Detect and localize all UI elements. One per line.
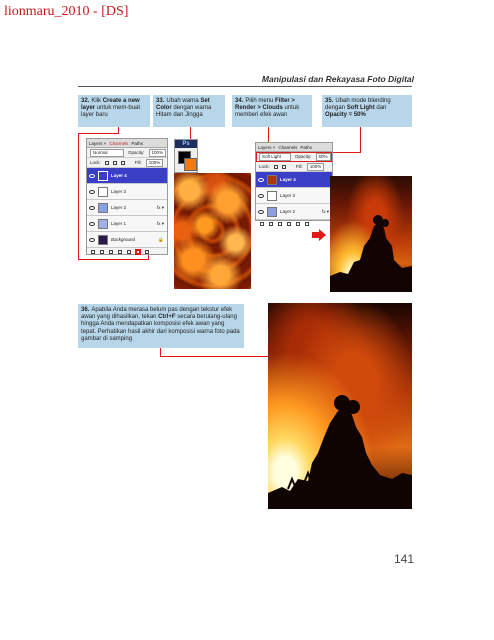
layer-row[interactable] xyxy=(87,216,167,232)
mask-icon[interactable] xyxy=(278,222,282,226)
layer-row[interactable] xyxy=(87,168,167,184)
connector-line xyxy=(78,133,119,134)
blend-mode-select[interactable]: Soft Light xyxy=(259,153,291,161)
layer-thumbnail xyxy=(98,235,108,245)
lock-bar xyxy=(256,162,332,172)
layer-thumbnail xyxy=(98,187,108,197)
result-photo-small xyxy=(330,176,412,292)
eye-icon[interactable] xyxy=(89,206,95,210)
step-34-box: 34. Pilih menu Filter > Render > Clouds untuk memberi efek awan xyxy=(232,95,312,127)
trash-icon[interactable] xyxy=(145,250,149,254)
opacity-field[interactable]: 50% xyxy=(316,153,331,161)
connector-line xyxy=(78,133,79,260)
blend-mode-select[interactable]: Normal xyxy=(90,149,124,157)
eye-icon[interactable] xyxy=(258,194,264,198)
lock-brush-icon[interactable] xyxy=(282,165,286,169)
tab-paths[interactable]: Paths xyxy=(300,144,312,150)
layer-thumbnail xyxy=(98,219,108,229)
fx-icon[interactable]: fx ▾ xyxy=(156,204,164,210)
layer-thumbnail xyxy=(267,191,277,201)
link-icon[interactable] xyxy=(91,250,95,254)
layer-thumbnail xyxy=(267,207,277,217)
layer-name: Layer 2 xyxy=(280,209,296,214)
adjustment-icon[interactable] xyxy=(287,222,291,226)
lock-label: Lock: xyxy=(90,160,101,165)
step-32-box: 32. Klik Create a new layer untuk mem-buat layer baru xyxy=(78,95,150,127)
clouds-render-image xyxy=(174,173,251,289)
layer-thumbnail xyxy=(98,203,108,213)
trash-icon[interactable] xyxy=(305,222,309,226)
panel-tabs xyxy=(256,143,332,152)
connector-line xyxy=(360,127,361,152)
layer-row[interactable] xyxy=(87,232,167,248)
layer-name: Layer 2 xyxy=(111,205,127,210)
eye-icon[interactable] xyxy=(89,174,95,178)
fill-field[interactable]: 100% xyxy=(307,163,325,171)
adjustment-icon[interactable] xyxy=(118,250,122,254)
layer-thumbnail xyxy=(267,175,277,185)
fill-label: Fill: xyxy=(134,160,142,165)
tab-paths[interactable]: Paths xyxy=(131,140,143,146)
page-number: 141 xyxy=(394,552,415,566)
connector-line xyxy=(78,259,148,260)
lock-move-icon[interactable] xyxy=(121,161,125,165)
eye-icon[interactable] xyxy=(89,238,95,242)
fill-field[interactable]: 100% xyxy=(146,159,164,167)
layer-name: Layer 4 xyxy=(280,177,296,182)
tab-layers[interactable]: Layers × xyxy=(89,140,107,146)
lock-icon: 🔒 xyxy=(158,236,164,242)
mask-icon[interactable] xyxy=(109,250,113,254)
opacity-label: Opacity: xyxy=(128,150,145,155)
lock-transparent-icon[interactable] xyxy=(105,161,109,165)
eye-icon[interactable] xyxy=(258,178,264,182)
fill-label: Fill: xyxy=(295,164,303,169)
final-result-photo xyxy=(268,303,412,509)
new-layer-icon[interactable] xyxy=(296,222,300,226)
fx-icon[interactable]: fx ▾ xyxy=(156,220,164,226)
layer-thumbnail xyxy=(98,171,108,181)
layer-row[interactable] xyxy=(256,188,332,204)
opacity-field[interactable]: 100% xyxy=(149,149,167,157)
tab-channels[interactable]: Channels xyxy=(109,140,129,146)
tab-channels[interactable]: Channels xyxy=(278,144,298,150)
lock-label: Lock: xyxy=(259,164,270,169)
layer-name: Layer 4 xyxy=(111,173,127,178)
fx-icon[interactable]: fx ▾ xyxy=(321,208,329,214)
background-color-swatch[interactable] xyxy=(184,158,197,171)
ps-logo: Ps xyxy=(175,140,197,148)
step-35-box: 35. Ubah mode blending dengan Soft Light dan Opacity = 50% xyxy=(322,95,412,127)
layer-row[interactable] xyxy=(256,172,332,188)
layers-panel-left xyxy=(86,138,168,255)
new-layer-icon[interactable] xyxy=(136,250,140,254)
blend-bar xyxy=(256,152,332,162)
lock-brush-icon[interactable] xyxy=(113,161,117,165)
watermark-text: lionmaru_2010 - [DS] xyxy=(4,4,129,19)
tab-layers[interactable]: Layers × xyxy=(258,144,276,150)
layer-name: Layer 3 xyxy=(280,193,296,198)
layers-panel-right xyxy=(255,142,333,221)
fx-add-icon[interactable] xyxy=(100,250,104,254)
panel-footer xyxy=(87,248,167,256)
layer-row[interactable] xyxy=(256,204,332,220)
eye-icon[interactable] xyxy=(89,190,95,194)
layer-name: Layer 3 xyxy=(111,189,127,194)
link-icon[interactable] xyxy=(260,222,264,226)
arrow-right-icon xyxy=(312,229,326,241)
eye-icon[interactable] xyxy=(258,210,264,214)
running-header: Manipulasi dan Rekayasa Foto Digital xyxy=(261,74,414,84)
eye-icon[interactable] xyxy=(89,222,95,226)
couple-silhouette xyxy=(330,176,412,292)
color-swatch-panel xyxy=(174,139,198,173)
lock-transparent-icon[interactable] xyxy=(274,165,278,169)
group-icon[interactable] xyxy=(127,250,131,254)
header-rule xyxy=(78,86,412,87)
lock-bar xyxy=(87,158,167,168)
layer-row[interactable] xyxy=(87,184,167,200)
opacity-label: Opacity: xyxy=(295,154,312,159)
fx-add-icon[interactable] xyxy=(269,222,273,226)
panel-tabs xyxy=(87,139,167,148)
couple-silhouette xyxy=(268,303,412,509)
connector-line xyxy=(160,356,268,357)
step-36-box: 36. Apabila Anda merasa belum pas dengan tekstur efek awan yang dihasilkan, tekan Ctrl+F secara berulang-ulang hingga Anda mendapatkan komposisi efek awan yang tepat. Perhatikan hasil akhir dari komposisi warna foto pada gambar di samping xyxy=(78,304,244,348)
layer-row[interactable] xyxy=(87,200,167,216)
blend-bar xyxy=(87,148,167,158)
layer-name: Layer 1 xyxy=(111,221,127,226)
panel-footer xyxy=(256,220,332,228)
layer-name: Background xyxy=(111,237,136,242)
step-33-box: 33. Ubah warna Set Color dengan warna Hitam dan Jingga xyxy=(153,95,225,127)
